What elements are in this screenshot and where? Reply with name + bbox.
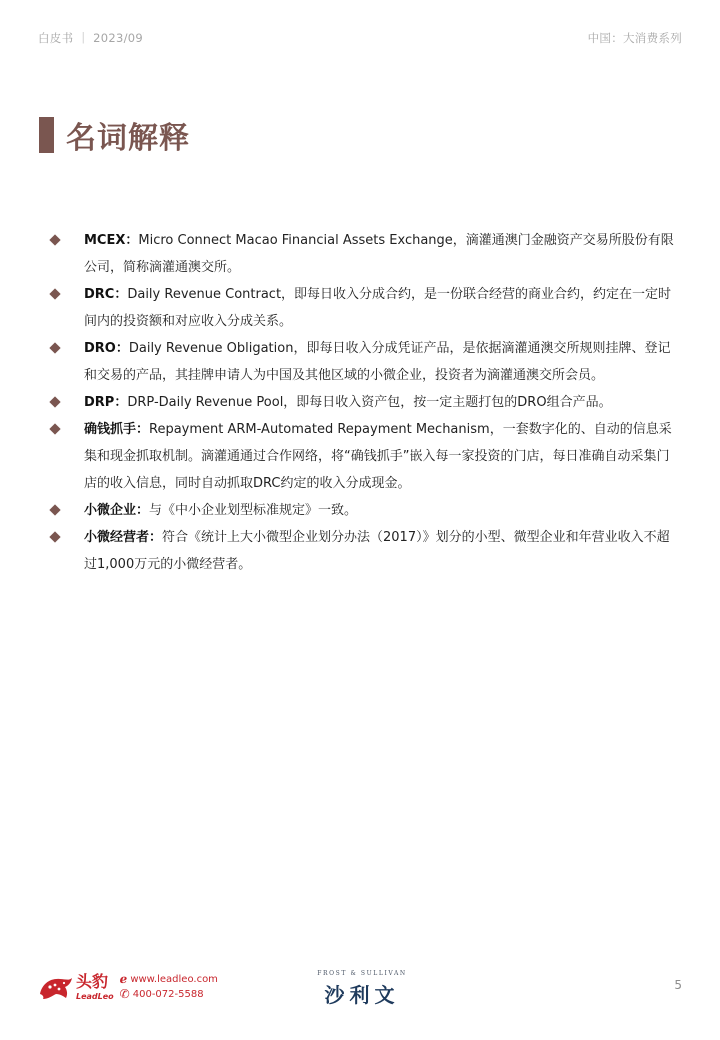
glossary-list — [48, 227, 674, 578]
diamond-bullet-icon — [49, 234, 60, 245]
leadleo-logo — [38, 972, 218, 1002]
term-definition: 与《中小企业划型标准规定》一致。 — [149, 503, 358, 518]
term-definition: Micro Connect Macao Financial Assets Exchange，滴灌通澳门金融资产交易所股份有限公司，简称滴灌通澳交所。 — [84, 233, 674, 275]
diamond-bullet-icon — [49, 504, 60, 515]
section-title: 名词解释 — [66, 121, 190, 156]
web-icon: ℯ — [119, 972, 128, 986]
term-name: MCEX： — [84, 233, 139, 248]
frost-sullivan-logo — [310, 970, 414, 1008]
header-right: 中国：大消费系列 — [587, 31, 682, 45]
glossary-item — [48, 524, 674, 578]
glossary-item — [48, 497, 674, 524]
term-definition: DRP-Daily Revenue Pool，即每日收入资产包，按一定主题打包的DRO组合产品。 — [127, 395, 612, 410]
phone-icon: ✆ — [119, 987, 130, 1001]
phone-number: 400-072-5588 — [132, 989, 204, 1000]
header-left: 白皮书 ｜ 2023/09 — [38, 31, 143, 45]
term-definition: Daily Revenue Obligation，即每日收入分成凭证产品，是依据滴灌通澳交所规则挂牌、登记和交易的产品，其挂牌申请人为中国及其他区域的小微企业，投资者为滴灌通澳交所会员。 — [84, 341, 671, 383]
diamond-bullet-icon — [49, 423, 60, 434]
term-name: 确钱抓手： — [84, 422, 150, 437]
term-name: 小微企业： — [84, 503, 150, 518]
fs-cn-name: 沙利文 — [324, 983, 400, 1007]
leadleo-cn-name: 头豹 — [76, 971, 109, 991]
term-name: DRC： — [84, 287, 128, 302]
diamond-bullet-icon — [49, 531, 60, 542]
leadleo-contact — [120, 972, 218, 1002]
term-name: DRO： — [84, 341, 129, 356]
term-definition: Repayment ARM-Automated Repayment Mechanism，一套数字化的、自动的信息采集和现金抓取机制。滴灌通通过合作网络，将“确钱抓手”嵌入每一家投资的门店，每日准确自动采集门店的收入信息，同时自动抓取DRC约定的收入分成现金。 — [84, 422, 672, 491]
glossary-item — [48, 416, 674, 497]
term-definition: 符合《统计上大小微型企业划分办法（2017）》划分的小型、微型企业和年营业收入不超过1,000万元的小微经营者。 — [84, 530, 670, 572]
glossary-item — [48, 227, 674, 281]
term-name: DRP： — [84, 395, 128, 410]
page-number: 5 — [674, 978, 682, 992]
glossary-item — [48, 389, 674, 416]
term-definition: Daily Revenue Contract，即每日收入分成合约，是一份联合经营的商业合约，约定在一定时间内的投资额和对应收入分成关系。 — [84, 287, 672, 329]
term-name: 小微经营者： — [84, 530, 163, 545]
diamond-bullet-icon — [49, 396, 60, 407]
leadleo-en-name: LeadLeo — [76, 991, 114, 1001]
section-title-block — [39, 116, 190, 154]
diamond-bullet-icon — [49, 342, 60, 353]
diamond-bullet-icon — [49, 288, 60, 299]
title-accent-bar — [39, 117, 54, 153]
leopard-icon — [38, 972, 74, 1002]
glossary-item — [48, 281, 674, 335]
fs-en-name: FROST & SULLIVAN — [317, 970, 407, 977]
website-link[interactable]: www.leadleo.com — [130, 974, 218, 985]
glossary-item — [48, 335, 674, 389]
